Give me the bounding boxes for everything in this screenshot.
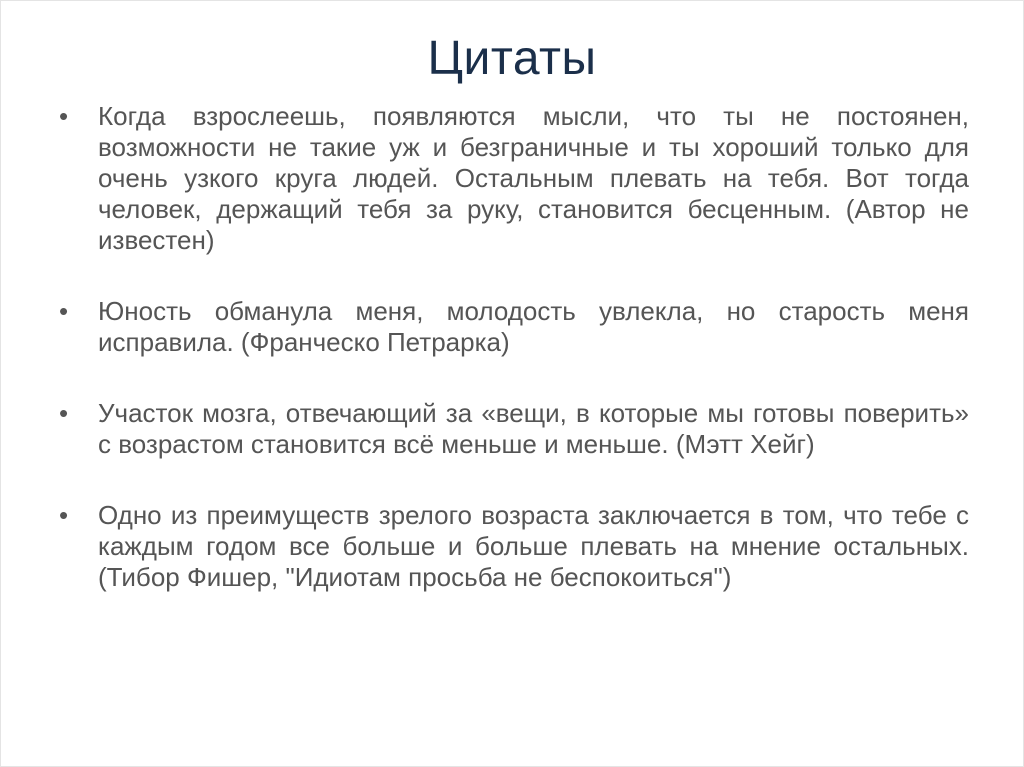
quote-text: Участок мозга, отвечающий за «вещи, в которые мы готовы поверить» с возрастом становится всё меньше и меньше. (Мэтт Хейг) [98,398,969,459]
bullet-icon: • [59,398,69,428]
quote-list [59,101,969,633]
quote-item-3 [59,398,969,460]
bullet-icon: • [59,500,69,530]
bullet-icon: • [59,101,69,131]
slide-title: Цитаты [427,32,597,85]
quote-item-1 [59,101,969,256]
quote-item-2 [59,296,969,358]
quote-text: Юность обманула меня, молодость увлекла, но старость меня исправила. (Франческо Петрарка) [98,296,969,357]
quote-text: Одно из преимуществ зрелого возраста заключается в том, что тебе с каждым годом все больше и больше плевать на мнение остальных. (Тибор Фишер, "Идиотам просьба не беспокоиться") [98,500,969,592]
quote-text: Когда взрослеешь, появляются мысли, что ты не постоянен, возможности не такие уж и безграничные и ты хороший только для очень узкого круга людей. Остальным плевать на тебя. Вот тогда человек, держащий тебя за руку, становится бесценным. (Автор не известен) [98,101,969,255]
bullet-icon: • [59,296,69,326]
quote-item-4 [59,500,969,593]
